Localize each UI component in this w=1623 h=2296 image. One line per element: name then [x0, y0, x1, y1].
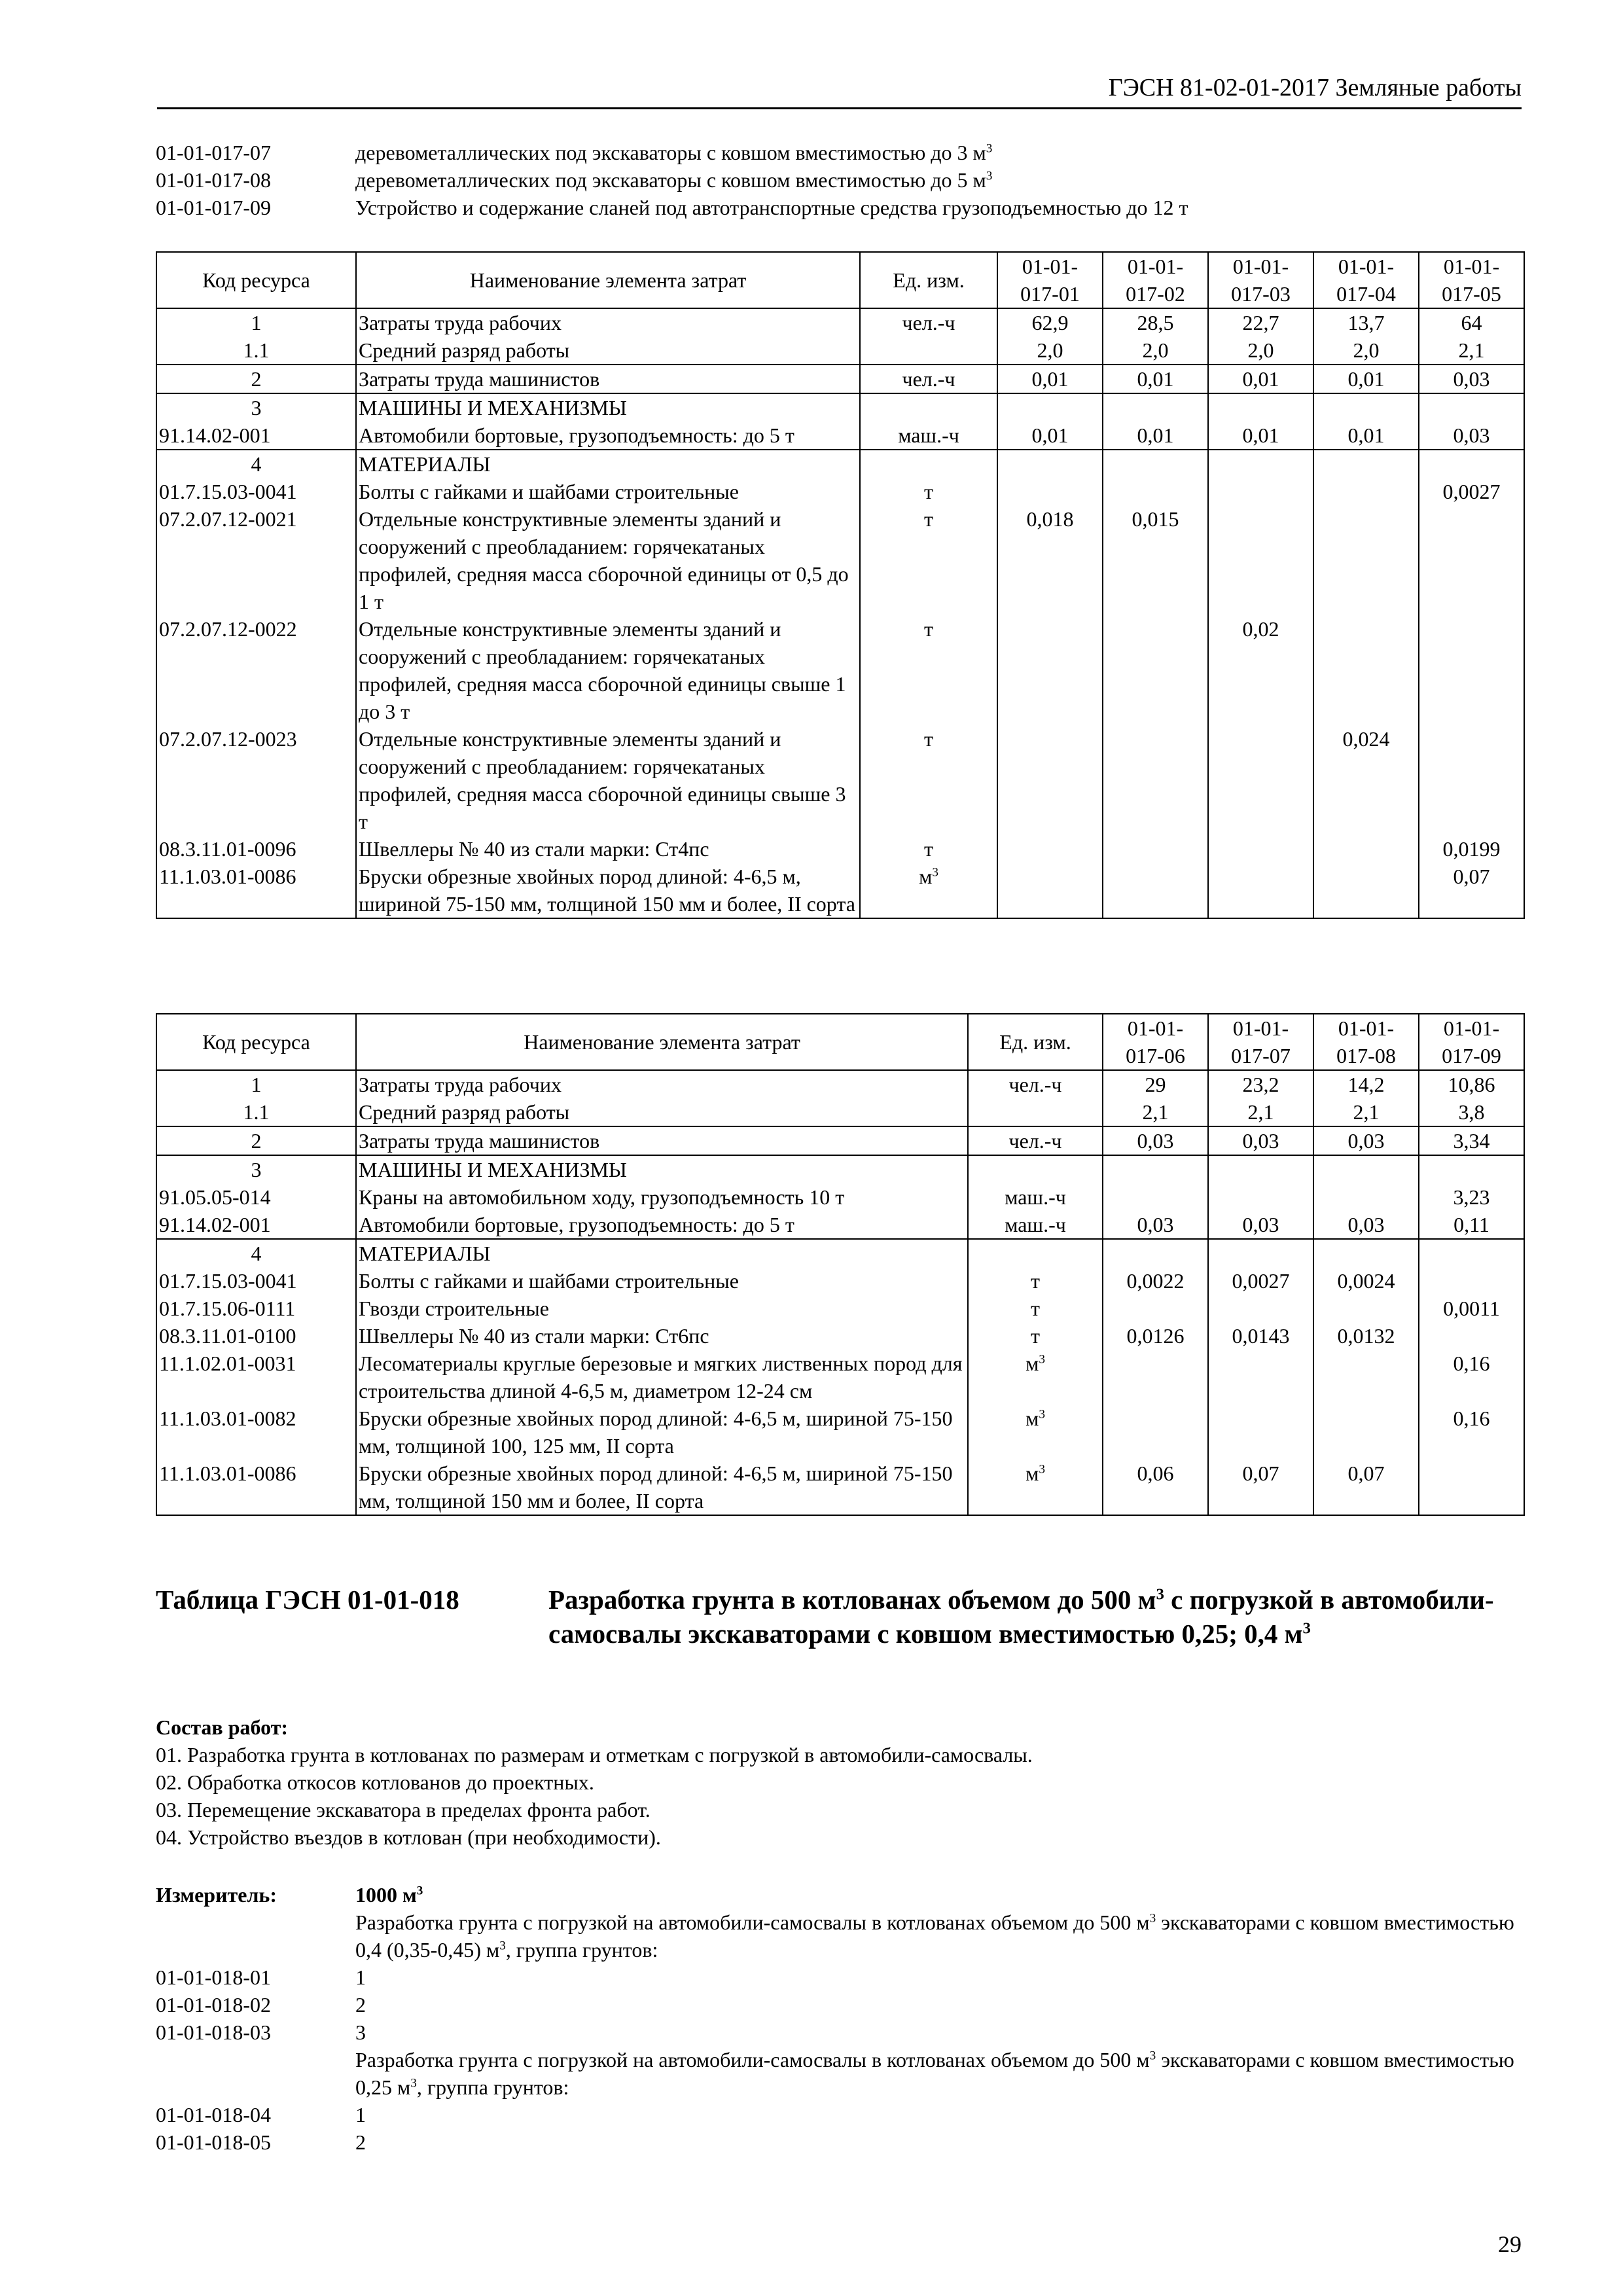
cell-value: 0,0132: [1313, 1322, 1419, 1350]
cell-value: 0,11: [1419, 1211, 1524, 1239]
cell-unit: чел.-ч: [968, 1126, 1103, 1155]
cell-value: [1208, 393, 1313, 422]
header-col: 01-01- 017-04: [1313, 252, 1419, 308]
cell-name: Швеллеры № 40 из стали марки: Ст4пс: [356, 835, 860, 863]
cell-value: [1419, 450, 1524, 478]
cell-value: 3,8: [1419, 1098, 1524, 1126]
cell-unit: т: [860, 505, 997, 615]
table-header-row: [156, 252, 1524, 308]
table-row: [156, 1098, 1524, 1126]
table-title-label: Таблица ГЭСН 01-01-018: [156, 1585, 459, 1615]
cell-code: 01.7.15.03-0041: [156, 478, 356, 505]
cell-unit: чел.-ч: [860, 308, 997, 336]
cell-value: [1208, 478, 1313, 505]
cell-value: [997, 725, 1103, 835]
norm-value: 1: [355, 1965, 366, 1989]
cell-value: [1419, 1460, 1524, 1515]
cell-value: 0,07: [1313, 1460, 1419, 1515]
cell-value: [1419, 1322, 1524, 1350]
cell-value: [1313, 1183, 1419, 1211]
cell-value: [997, 450, 1103, 478]
work-item: 01. Разработка грунта в котлованах по размерам и отметкам с погрузкой в автомобили-самосвалы.: [156, 1743, 1033, 1767]
norm-value: 1: [355, 2103, 366, 2126]
cell-value: 22,7: [1208, 308, 1313, 336]
header-col: 01-01- 017-03: [1208, 252, 1313, 308]
cell-value: [1103, 835, 1208, 863]
cell-name: Бруски обрезные хвойных пород длиной: 4-6,5 м, шириной 75-150 мм, толщиной 150 мм и более, II сорта: [356, 863, 860, 918]
cell-value: 10,86: [1419, 1070, 1524, 1098]
table-title-text: Разработка грунта в котлованах объемом до 500 $м^3$ с погрузкой в автомобили-самосвалы экскаваторами с ковшом вместимостью 0,25; 0,4 $м^3$: [548, 1585, 1494, 1649]
cell-value: 2,0: [1313, 336, 1419, 365]
cell-value: 13,7: [1313, 308, 1419, 336]
code-line-text: деревометаллических под экскаваторы с ковшом вместимостью до 3 м: [355, 141, 986, 164]
cell-unit: т: [860, 478, 997, 505]
cell-value: 0,01: [997, 365, 1103, 393]
cell-name: Гвозди строительные: [356, 1295, 968, 1322]
cell-code: 11.1.03.01-0082: [156, 1405, 356, 1460]
cell-value: [1103, 1405, 1208, 1460]
cell-value: [1313, 1295, 1419, 1322]
cell-unit: [860, 336, 997, 365]
cell-name: Болты с гайками и шайбами строительные: [356, 1267, 968, 1295]
cell-name: МАТЕРИАЛЫ: [356, 450, 860, 478]
table-row: [156, 863, 1524, 918]
cell-code: 91.05.05-014: [156, 1183, 356, 1211]
table-row: [156, 835, 1524, 863]
cell-value: [1103, 450, 1208, 478]
header-col: 01-01- 017-02: [1103, 252, 1208, 308]
cell-value: 0,03: [1313, 1126, 1419, 1155]
header-unit: Ед. изм.: [860, 252, 997, 308]
table-row: [156, 1211, 1524, 1239]
cell-name: Отдельные конструктивные элементы зданий и сооружений с преобладанием: горячекатаных профилей, средняя масса сборочной единицы свыше 1 до 3 т: [356, 615, 860, 725]
norm-code: 01-01-018-04: [156, 2103, 271, 2126]
cell-value: 62,9: [997, 308, 1103, 336]
header-col: 01-01- 017-08: [1313, 1014, 1419, 1070]
cell-value: 2,1: [1208, 1098, 1313, 1126]
cell-value: [1103, 725, 1208, 835]
cell-value: 0,03: [1313, 1211, 1419, 1239]
cell-name: МАШИНЫ И МЕХАНИЗМЫ: [356, 393, 860, 422]
cell-name: МАШИНЫ И МЕХАНИЗМЫ: [356, 1155, 968, 1183]
cell-value: 0,024: [1313, 725, 1419, 835]
resource-table-1: [156, 251, 1525, 919]
measure-label: Измеритель:: [156, 1883, 277, 1907]
cell-value: 2,0: [1103, 336, 1208, 365]
cell-value: [997, 863, 1103, 918]
cell-value: 0,01: [1103, 365, 1208, 393]
cell-code: 08.3.11.01-0096: [156, 835, 356, 863]
cell-value: [1208, 1350, 1313, 1405]
norm-value: 2: [355, 2130, 366, 2154]
cell-name: Отдельные конструктивные элементы зданий и сооружений с преобладанием: горячекатаных профилей, средняя масса сборочной единицы от 0,5 до 1 т: [356, 505, 860, 615]
work-item: 02. Обработка откосов котлованов до проектных.: [156, 1770, 594, 1794]
code-line-code: 01-01-017-07: [156, 141, 271, 164]
table-row: [156, 1239, 1524, 1267]
norm-code: 01-01-018-03: [156, 2020, 271, 2044]
cell-value: 0,03: [1419, 422, 1524, 450]
cell-value: 0,07: [1208, 1460, 1313, 1515]
table-row: [156, 1070, 1524, 1098]
cell-value: [1103, 1350, 1208, 1405]
header-rule: [157, 107, 1522, 109]
cell-value: 0,0027: [1419, 478, 1524, 505]
table-row: [156, 422, 1524, 450]
cell-value: [1208, 835, 1313, 863]
cell-value: [1208, 1405, 1313, 1460]
cell-value: 3,23: [1419, 1183, 1524, 1211]
cell-value: 23,2: [1208, 1070, 1313, 1098]
header-col: 01-01- 017-01: [997, 252, 1103, 308]
cell-name: Краны на автомобильном ходу, грузоподъемность 10 т: [356, 1183, 968, 1211]
cell-value: [1313, 450, 1419, 478]
code-line-code: 01-01-017-08: [156, 168, 271, 192]
cell-value: 0,01: [1208, 422, 1313, 450]
cell-value: 3,34: [1419, 1126, 1524, 1155]
cell-value: 2,0: [997, 336, 1103, 365]
cell-unit: т: [968, 1267, 1103, 1295]
cell-unit: маш.-ч: [968, 1211, 1103, 1239]
cell-code: 2: [156, 365, 356, 393]
cell-value: 0,0027: [1208, 1267, 1313, 1295]
measure-description: Разработка грунта с погрузкой на автомобили-самосвалы в котлованах объемом до 500 $м^3$ экскаваторами с ковшом вместимостью 0,4 (0,35-0,45) $м^3$, группа грунтов:: [355, 1910, 1514, 1962]
cell-unit: т: [860, 835, 997, 863]
table-row: [156, 725, 1524, 835]
cell-code: 1.1: [156, 1098, 356, 1126]
cell-value: [1103, 1295, 1208, 1322]
table-row: [156, 1155, 1524, 1183]
work-item: 03. Перемещение экскаватора в пределах фронта работ.: [156, 1798, 651, 1821]
header-col: 01-01- 017-06: [1103, 1014, 1208, 1070]
norm-code: 01-01-018-02: [156, 1993, 271, 2017]
header-name: Наименование элемента затрат: [356, 252, 860, 308]
cell-value: 0,01: [1208, 365, 1313, 393]
cell-unit: $м^3$: [968, 1405, 1103, 1460]
cell-unit: маш.-ч: [968, 1183, 1103, 1211]
header-col: 01-01- 017-09: [1419, 1014, 1524, 1070]
measure-value: 1000 $м^3$: [355, 1883, 423, 1907]
cell-code: 07.2.07.12-0023: [156, 725, 356, 835]
cell-value: 0,0024: [1313, 1267, 1419, 1295]
cell-value: [1208, 450, 1313, 478]
cell-code: 3: [156, 393, 356, 422]
cell-value: [1419, 1267, 1524, 1295]
cell-unit: т: [968, 1322, 1103, 1350]
cell-value: [1313, 863, 1419, 918]
cell-value: [1419, 1239, 1524, 1267]
cell-code: 07.2.07.12-0021: [156, 505, 356, 615]
code-line-text: деревометаллических под экскаваторы с ковшом вместимостью до 5 м: [355, 168, 986, 192]
cell-value: [1208, 1183, 1313, 1211]
cell-value: 2,1: [1419, 336, 1524, 365]
cell-value: [997, 393, 1103, 422]
cell-value: 64: [1419, 308, 1524, 336]
cell-unit: $м^3$: [968, 1350, 1103, 1405]
cell-value: 2,0: [1208, 336, 1313, 365]
cell-value: 0,01: [997, 422, 1103, 450]
cell-code: 2: [156, 1126, 356, 1155]
norm-value: 3: [355, 2020, 366, 2044]
code-line-code: 01-01-017-09: [156, 196, 271, 219]
table-row: [156, 1405, 1524, 1460]
norm-value: 2: [355, 1993, 366, 2017]
cell-value: [997, 615, 1103, 725]
table-row: [156, 1267, 1524, 1295]
code-line: [156, 139, 992, 166]
table-row: [156, 1322, 1524, 1350]
cell-code: 4: [156, 450, 356, 478]
code-line-text: Устройство и содержание сланей под автотранспортные средства грузоподъемностью до 12 т: [355, 196, 1188, 219]
cell-unit: [860, 393, 997, 422]
table-row: [156, 450, 1524, 478]
header-name: Наименование элемента затрат: [356, 1014, 968, 1070]
cell-value: 0,018: [997, 505, 1103, 615]
cell-value: [1419, 725, 1524, 835]
cell-value: 0,01: [1313, 365, 1419, 393]
measure-description: Разработка грунта с погрузкой на автомобили-самосвалы в котлованах объемом до 500 $м^3$ экскаваторами с ковшом вместимостью 0,25 $м^3$, группа грунтов:: [355, 2048, 1514, 2099]
cell-value: [1103, 1155, 1208, 1183]
cell-value: [997, 478, 1103, 505]
cell-value: 0,03: [1208, 1211, 1313, 1239]
table-row: [156, 1183, 1524, 1211]
cell-unit: [860, 450, 997, 478]
cell-value: [1103, 478, 1208, 505]
table-row: [156, 478, 1524, 505]
cell-value: 0,0199: [1419, 835, 1524, 863]
cell-name: Затраты труда машинистов: [356, 365, 860, 393]
cell-value: [1208, 863, 1313, 918]
cell-name: Бруски обрезные хвойных пород длиной: 4-6,5 м, шириной 75-150 мм, толщиной 100, 125 мм, II сорта: [356, 1405, 968, 1460]
cell-value: [1313, 1405, 1419, 1460]
cell-unit: чел.-ч: [968, 1070, 1103, 1098]
cell-name: Лесоматериалы круглые березовые и мягких лиственных пород для строительства длиной 4-6,5 м, диаметром 12-24 см: [356, 1350, 968, 1405]
cell-name: Отдельные конструктивные элементы зданий и сооружений с преобладанием: горячекатаных профилей, средняя масса сборочной единицы свыше 3 т: [356, 725, 860, 835]
page-number: 29: [1498, 2231, 1522, 2257]
cell-value: [1103, 1239, 1208, 1267]
header-code: Код ресурса: [156, 252, 356, 308]
cell-name: Автомобили бортовые, грузоподъемность: до 5 т: [356, 1211, 968, 1239]
cell-value: 28,5: [1103, 308, 1208, 336]
cell-value: 0,03: [1103, 1126, 1208, 1155]
cell-value: [1419, 505, 1524, 615]
cell-value: [1103, 615, 1208, 725]
code-line: [156, 194, 1188, 221]
cell-value: 0,16: [1419, 1350, 1524, 1405]
cell-code: 11.1.02.01-0031: [156, 1350, 356, 1405]
cell-value: 0,07: [1419, 863, 1524, 918]
cell-unit: [968, 1155, 1103, 1183]
code-line: [156, 166, 992, 194]
cell-code: 01.7.15.03-0041: [156, 1267, 356, 1295]
table-row: [156, 308, 1524, 336]
cell-value: [1208, 505, 1313, 615]
cell-value: [1103, 393, 1208, 422]
cell-value: [1313, 505, 1419, 615]
cell-value: [1419, 615, 1524, 725]
cell-value: [1313, 478, 1419, 505]
cell-name: Средний разряд работы: [356, 1098, 968, 1126]
cell-unit: $м^3$: [860, 863, 997, 918]
cell-code: 1: [156, 308, 356, 336]
cell-value: [1208, 1155, 1313, 1183]
cell-value: [1313, 1239, 1419, 1267]
cell-value: [1313, 1155, 1419, 1183]
cell-value: [1208, 725, 1313, 835]
table-row: [156, 1460, 1524, 1515]
cell-code: 1: [156, 1070, 356, 1098]
cell-value: [1103, 863, 1208, 918]
cell-unit: т: [860, 725, 997, 835]
cell-name: МАТЕРИАЛЫ: [356, 1239, 968, 1267]
cell-value: 29: [1103, 1070, 1208, 1098]
table-row: [156, 393, 1524, 422]
cell-value: [1103, 1183, 1208, 1211]
code-line-sup: 3: [986, 169, 993, 183]
cell-value: 2,1: [1313, 1098, 1419, 1126]
cell-value: [997, 835, 1103, 863]
table-row: [156, 505, 1524, 615]
resource-table-2: [156, 1013, 1525, 1516]
norm-code: 01-01-018-01: [156, 1965, 271, 1989]
cell-code: 08.3.11.01-0100: [156, 1322, 356, 1350]
cell-code: 91.14.02-001: [156, 422, 356, 450]
cell-value: [1313, 615, 1419, 725]
table-row: [156, 365, 1524, 393]
table-row: [156, 1350, 1524, 1405]
cell-code: 11.1.03.01-0086: [156, 863, 356, 918]
cell-unit: чел.-ч: [860, 365, 997, 393]
cell-value: [1208, 1295, 1313, 1322]
code-line-sup: 3: [986, 141, 993, 156]
header-col: 01-01- 017-07: [1208, 1014, 1313, 1070]
cell-value: [1313, 1350, 1419, 1405]
cell-unit: маш.-ч: [860, 422, 997, 450]
cell-value: 0,02: [1208, 615, 1313, 725]
cell-value: 0,01: [1103, 422, 1208, 450]
cell-value: 0,0022: [1103, 1267, 1208, 1295]
header-unit: Ед. изм.: [968, 1014, 1103, 1070]
cell-value: 0,0011: [1419, 1295, 1524, 1322]
cell-name: Затраты труда машинистов: [356, 1126, 968, 1155]
cell-code: 07.2.07.12-0022: [156, 615, 356, 725]
cell-code: 01.7.15.06-0111: [156, 1295, 356, 1322]
cell-value: 0,0126: [1103, 1322, 1208, 1350]
cell-code: 4: [156, 1239, 356, 1267]
cell-value: 0,16: [1419, 1405, 1524, 1460]
table-row: [156, 615, 1524, 725]
cell-code: 3: [156, 1155, 356, 1183]
cell-value: 0,03: [1419, 365, 1524, 393]
cell-name: Швеллеры № 40 из стали марки: Ст6пс: [356, 1322, 968, 1350]
table-row: [156, 336, 1524, 365]
cell-unit: $м^3$: [968, 1460, 1103, 1515]
cell-value: [1419, 393, 1524, 422]
header-code: Код ресурса: [156, 1014, 356, 1070]
cell-code: 1.1: [156, 336, 356, 365]
cell-value: 0,06: [1103, 1460, 1208, 1515]
table-row: [156, 1126, 1524, 1155]
cell-name: Болты с гайками и шайбами строительные: [356, 478, 860, 505]
cell-value: 2,1: [1103, 1098, 1208, 1126]
cell-value: [1419, 1155, 1524, 1183]
cell-code: 11.1.03.01-0086: [156, 1460, 356, 1515]
cell-name: Бруски обрезные хвойных пород длиной: 4-6,5 м, шириной 75-150 мм, толщиной 150 мм и более, II сорта: [356, 1460, 968, 1515]
cell-code: 91.14.02-001: [156, 1211, 356, 1239]
cell-unit: т: [968, 1295, 1103, 1322]
work-composition-heading: Состав работ:: [156, 1715, 289, 1739]
running-header: ГЭСН 81-02-01-2017 Земляные работы: [1108, 74, 1522, 101]
cell-value: 0,03: [1208, 1126, 1313, 1155]
table-row: [156, 1295, 1524, 1322]
work-item: 04. Устройство въездов в котлован (при необходимости).: [156, 1825, 661, 1849]
cell-value: 0,01: [1313, 422, 1419, 450]
cell-unit: [968, 1239, 1103, 1267]
cell-name: Затраты труда рабочих: [356, 1070, 968, 1098]
cell-name: Автомобили бортовые, грузоподъемность: до 5 т: [356, 422, 860, 450]
cell-value: 0,015: [1103, 505, 1208, 615]
cell-value: [1208, 1239, 1313, 1267]
cell-value: 14,2: [1313, 1070, 1419, 1098]
cell-name: Затраты труда рабочих: [356, 308, 860, 336]
norm-code: 01-01-018-05: [156, 2130, 271, 2154]
header-col: 01-01- 017-05: [1419, 252, 1524, 308]
cell-unit: [968, 1098, 1103, 1126]
cell-unit: т: [860, 615, 997, 725]
cell-name: Средний разряд работы: [356, 336, 860, 365]
cell-value: 0,0143: [1208, 1322, 1313, 1350]
cell-value: [1313, 393, 1419, 422]
cell-value: [1313, 835, 1419, 863]
cell-value: 0,03: [1103, 1211, 1208, 1239]
table-header-row: [156, 1014, 1524, 1070]
